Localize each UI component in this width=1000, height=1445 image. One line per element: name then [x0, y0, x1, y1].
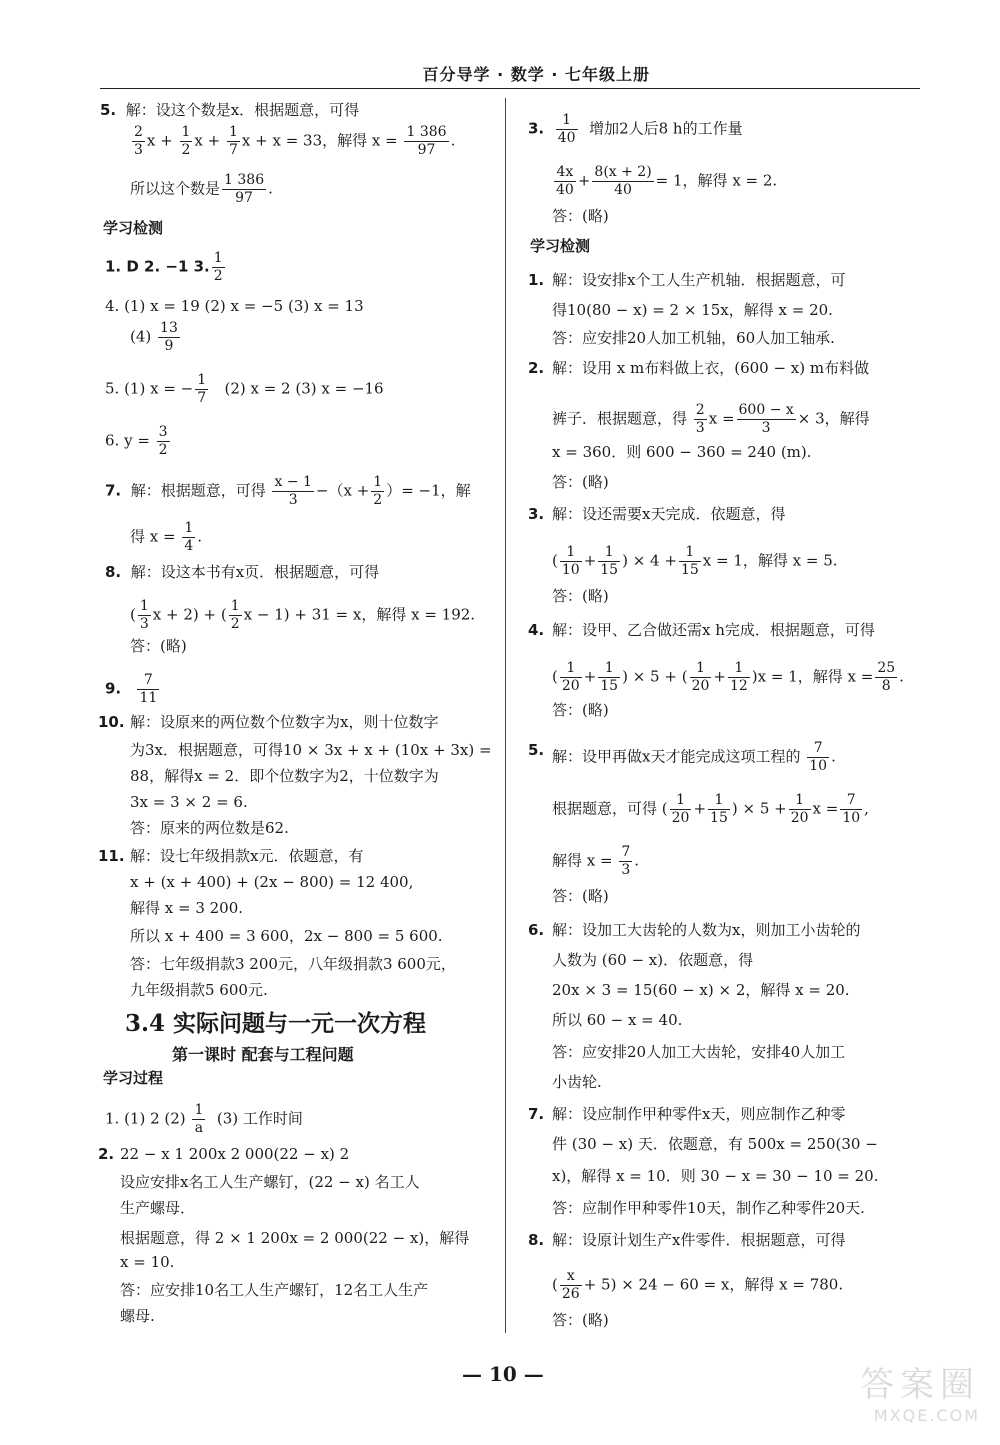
- r4-answer: 答：(略): [552, 701, 609, 719]
- watermark-url: MXQE.COM: [873, 1406, 980, 1425]
- r1-l3: 答：应安排20人加工机轴，60人加工轴承.: [552, 329, 835, 347]
- section-heading-test: 学习检测: [103, 219, 164, 237]
- page-number: — 10 —: [462, 1362, 544, 1386]
- p2-l3: 生产螺母．: [120, 1199, 196, 1217]
- r7-l1: 解：设应制作甲种零件x天，则应制作乙种零: [552, 1105, 846, 1123]
- header-title: 百分导学 · 数学 · 七年级上册: [422, 65, 650, 84]
- q11-l4: 所以 x + 400 = 3 600，2x − 800 = 5 600.: [130, 927, 443, 945]
- r5-l3: 解得 x = $\frac{7}{3}$ .: [552, 844, 640, 878]
- r6-l2: 人数为 (60 − x)．依题意，得: [552, 951, 754, 969]
- r5-l2: 根据题意，可得 ( $\frac{1}{20}$ + $\frac{1}{15}$ ) × 5 + $\frac{1}{20}$ x = $\frac{7}{10}$ ,: [552, 792, 869, 826]
- page-header: [100, 60, 920, 89]
- r4-num: 4.: [528, 621, 545, 639]
- r5-answer: 答：(略): [552, 887, 609, 905]
- r3b-l1: 解：设还需要x天完成．依题意，得: [552, 505, 786, 523]
- r4-equation: ( $\frac{1}{20}$ + $\frac{1}{15}$ ) × 5 + ( $\frac{1}{20}$ + $\frac{1}{12}$ )x = 1，解得 x = $\frac{25}{8}$ .: [552, 660, 904, 694]
- r7-num: 7.: [528, 1105, 545, 1123]
- r2-l2: 裤子．根据题意，得 $\frac{2}{3}$ x = $\frac{600 - x}{3}$ × 3，解得: [552, 402, 870, 436]
- q6-answer: 6. y = $\frac{3}{2}$: [105, 424, 168, 458]
- r3-equation: $\frac{4x}{40}$ + $\frac{8(x + 2)}{40}$ = 1，解得 x = 2.: [556, 164, 778, 198]
- q10-num: 10.: [98, 713, 125, 731]
- p2-l2: 设应安排x名工人生产螺钉，(22 − x) 名工人: [120, 1173, 420, 1191]
- q5b-answers: 5. (1) x = − $\frac{1}{7}$ (2) x = 2 (3) x = −16: [105, 372, 384, 406]
- r7-l4: 答：应制作甲种零件10天，制作乙种零件20天.: [552, 1199, 865, 1217]
- q9-answer: 9. $\frac{7}{11}$: [105, 672, 158, 706]
- r6-l4: 所以 60 − x = 40.: [552, 1011, 683, 1029]
- p2-l4: 根据题意，得 2 × 1 200x = 2 000(22 − x)，解得: [120, 1229, 470, 1247]
- q4-part4: (4) $\frac{13}{9}$: [130, 320, 178, 354]
- q11-l5: 答：七年级捐款3 200元，八年级捐款3 600元，: [130, 955, 456, 973]
- r5-num: 5.: [528, 741, 545, 759]
- q11-l3: 解得 x = 3 200.: [130, 899, 244, 917]
- q10-l4: 3x = 3 × 2 = 6.: [130, 793, 248, 811]
- r3b-answer: 答：(略): [552, 587, 609, 605]
- section-title: 3.4 实际问题与一元一次方程: [125, 1010, 427, 1037]
- q11-l2: x + (x + 400) + (2x − 800) = 12 400,: [130, 873, 414, 891]
- r7-l2: 件 (30 − x) 天．依题意，有 500x = 250(30 −: [552, 1135, 878, 1153]
- r6-l5: 答：应安排20人加工大齿轮，安排40人加工: [552, 1043, 846, 1061]
- p2-l6: 答：应安排10名工人生产螺钉，12名工人生产: [120, 1281, 429, 1299]
- r6-num: 6.: [528, 921, 545, 939]
- watermark-text: 答案圈: [860, 1365, 980, 1405]
- q10-l2: 为3x．根据题意，可得10 × 3x + x + (10x + 3x) =: [130, 741, 492, 759]
- watermark: [860, 1357, 980, 1425]
- q11-l6: 九年级捐款5 600元.: [130, 981, 268, 999]
- r8-l1: 解：设原计划生产x件零件．根据题意，可得: [552, 1231, 846, 1249]
- q10-l5: 答：原来的两位数是62.: [130, 819, 289, 837]
- q8-equation: ( $\frac{1}{3}$ x + 2) + ( $\frac{1}{2}$ x − 1) + 31 = x，解得 x = 192.: [130, 598, 476, 632]
- lesson-title: 第一课时 配套与工程问题: [172, 1045, 354, 1064]
- r1-num: 1.: [528, 271, 545, 289]
- r3b-equation: ( $\frac{1}{10}$ + $\frac{1}{15}$ ) × 4 + $\frac{1}{15}$ x = 1，解得 x = 5.: [552, 544, 838, 578]
- q11-l1: 解：设七年级捐款x元．依题意，有: [130, 847, 364, 865]
- r1-l2: 得10(80 − x) = 2 × 15x，解得 x = 20.: [552, 301, 833, 319]
- q4-answers: 4. (1) x = 19 (2) x = −5 (3) x = 13: [105, 297, 364, 315]
- r3b-num: 3.: [528, 505, 545, 523]
- r4-l1: 解：设甲、乙合做还需x h完成．根据题意，可得: [552, 621, 875, 639]
- r8-equation: ( $\frac{x}{26}$ + 5) × 24 − 60 = x，解得 x = 780.: [552, 1268, 844, 1302]
- q7-line2: 得 x = $\frac{1}{4}$ .: [130, 520, 203, 554]
- column-divider: [505, 98, 506, 1333]
- r3-line1: 3. $\frac{1}{40}$ 增加2人后8 h的工作量: [528, 112, 743, 146]
- right-section-heading: 学习检测: [530, 237, 591, 255]
- q7-line1: 7. 解：根据题意，可得 $\frac{x - 1}{3}$ −（x + $\frac{1}{2}$ ）= −1，解: [105, 474, 471, 508]
- r5-l1: 解：设甲再做x天才能完成这项工程的 $\frac{7}{10}$ .: [552, 740, 836, 774]
- p2-l7: 螺母.: [120, 1307, 155, 1325]
- p2-l1: 22 − x 1 200x 2 000(22 − x) 2: [120, 1145, 350, 1163]
- r6-l3: 20x × 3 = 15(60 − x) × 2，解得 x = 20.: [552, 981, 850, 999]
- section-heading-process: 学习过程: [103, 1069, 164, 1087]
- q5-equation: $\frac{2}{3}$ x + $\frac{1}{2}$ x + $\frac{1}{7}$ x + x = 33，解得 x = $\frac{1 386}{97}$ .: [134, 124, 456, 158]
- q5-answer: 所以这个数是 $\frac{1 386}{97}$ .: [130, 172, 273, 206]
- p1-answers: 1. (1) 2 (2) $\frac{1}{a}$ (3) 工作时间: [105, 1102, 303, 1136]
- r6-l6: 小齿轮.: [552, 1073, 602, 1091]
- r6-l1: 解：设加工大齿轮的人数为x，则加工小齿轮的: [552, 921, 861, 939]
- r8-answer: 答：(略): [552, 1311, 609, 1329]
- q5-intro: 5. 解：设这个数是x．根据题意，可得: [100, 101, 360, 119]
- p2-l5: x = 10.: [120, 1253, 175, 1271]
- q8-intro: 8. 解：设这本书有x页．根据题意，可得: [105, 563, 380, 581]
- r3-answer: 答：(略): [552, 207, 609, 225]
- q10-l3: 88，解得x = 2．即个位数字为2，十位数字为: [130, 767, 439, 785]
- r2-num: 2.: [528, 359, 545, 377]
- q10-l1: 解：设原来的两位数个位数字为x，则十位数字: [130, 713, 439, 731]
- q1-3-answers: 1. D 2. −1 3. $\frac{1}{2}$: [105, 250, 223, 284]
- r2-l1: 解：设用 x m布料做上衣，(600 − x) m布料做: [552, 359, 870, 377]
- q11-num: 11.: [98, 847, 125, 865]
- r8-num: 8.: [528, 1231, 545, 1249]
- r1-l1: 解：设安排x个工人生产机轴．根据题意，可: [552, 271, 846, 289]
- r7-l3: x)，解得 x = 10．则 30 − x = 30 − 10 = 20.: [552, 1167, 879, 1185]
- q8-answer: 答：(略): [130, 637, 187, 655]
- p2-num: 2.: [98, 1145, 115, 1163]
- r2-l3: x = 360．则 600 − 360 = 240 (m).: [552, 443, 812, 461]
- r2-answer: 答：(略): [552, 473, 609, 491]
